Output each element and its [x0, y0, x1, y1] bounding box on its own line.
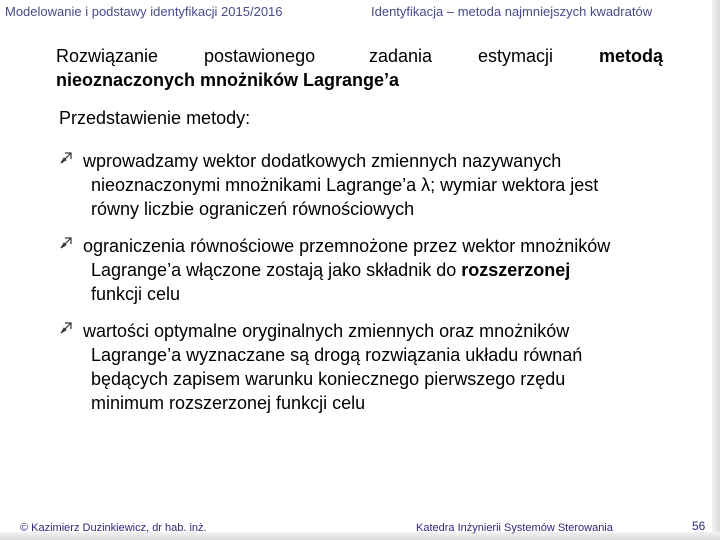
bullet-line-text: Lagrange’a włączone zostają jako składnik do: [91, 260, 462, 280]
bullet-line: Lagrange’a wyznaczane są drogą rozwiązania układu równań: [91, 345, 583, 365]
title-word: postawionego: [204, 46, 316, 66]
bullet-item: [59, 149, 699, 221]
bullet-arrow-icon: [59, 236, 73, 250]
bullet-line: minimum rozszerzonej funkcji celu: [91, 393, 366, 413]
bullet-line: wartości optymalne oryginalnych zmiennych oraz mnożników: [83, 321, 570, 341]
bullet-line: ograniczenia równościowe przemnożone przez wektor mnożników: [83, 236, 611, 256]
footer-author: © Kazimierz Duzinkiewicz, dr hab. inż.: [20, 522, 207, 534]
bold-term: rozszerzonej: [461, 260, 571, 280]
title-word: zadania: [369, 46, 433, 66]
bullet-arrow-icon: [59, 321, 73, 335]
title-line-2: nieoznaczonych mnożników Lagrange’a: [56, 70, 400, 90]
bullet-line: będących zapisem warunku koniecznego pierwszego rzędu: [91, 369, 566, 389]
title-word: estymacji: [478, 46, 554, 66]
header-course: Modelowanie i podstawy identyfikacji 2015/2016: [5, 4, 283, 19]
bullet-line-with-bold: [59, 258, 699, 282]
header-topic: Identyfikacja – metoda najmniejszych kwadratów: [371, 4, 653, 19]
bullet-item: [59, 319, 699, 415]
slide-shadow-right: [712, 0, 720, 540]
title-word: Rozwiązanie: [56, 46, 159, 66]
footer-department: Katedra Inżynierii Systemów Sterowania: [416, 522, 613, 534]
bullet-line: nieoznaczonymi mnożnikami Lagrange’a λ; wymiar wektora jest: [91, 175, 599, 195]
intro-text: Przedstawienie metody:: [59, 108, 251, 128]
bullet-arrow-icon: [59, 151, 73, 165]
bullet-line: wprowadzamy wektor dodatkowych zmiennych nazywanych: [83, 151, 562, 171]
bullet-item: [59, 234, 699, 306]
page-number: 56: [692, 519, 706, 533]
title-word-bold: metodą: [599, 46, 664, 66]
bullet-line: równy liczbie ograniczeń równościowych: [91, 199, 415, 219]
bullet-line: funkcji celu: [91, 284, 181, 304]
